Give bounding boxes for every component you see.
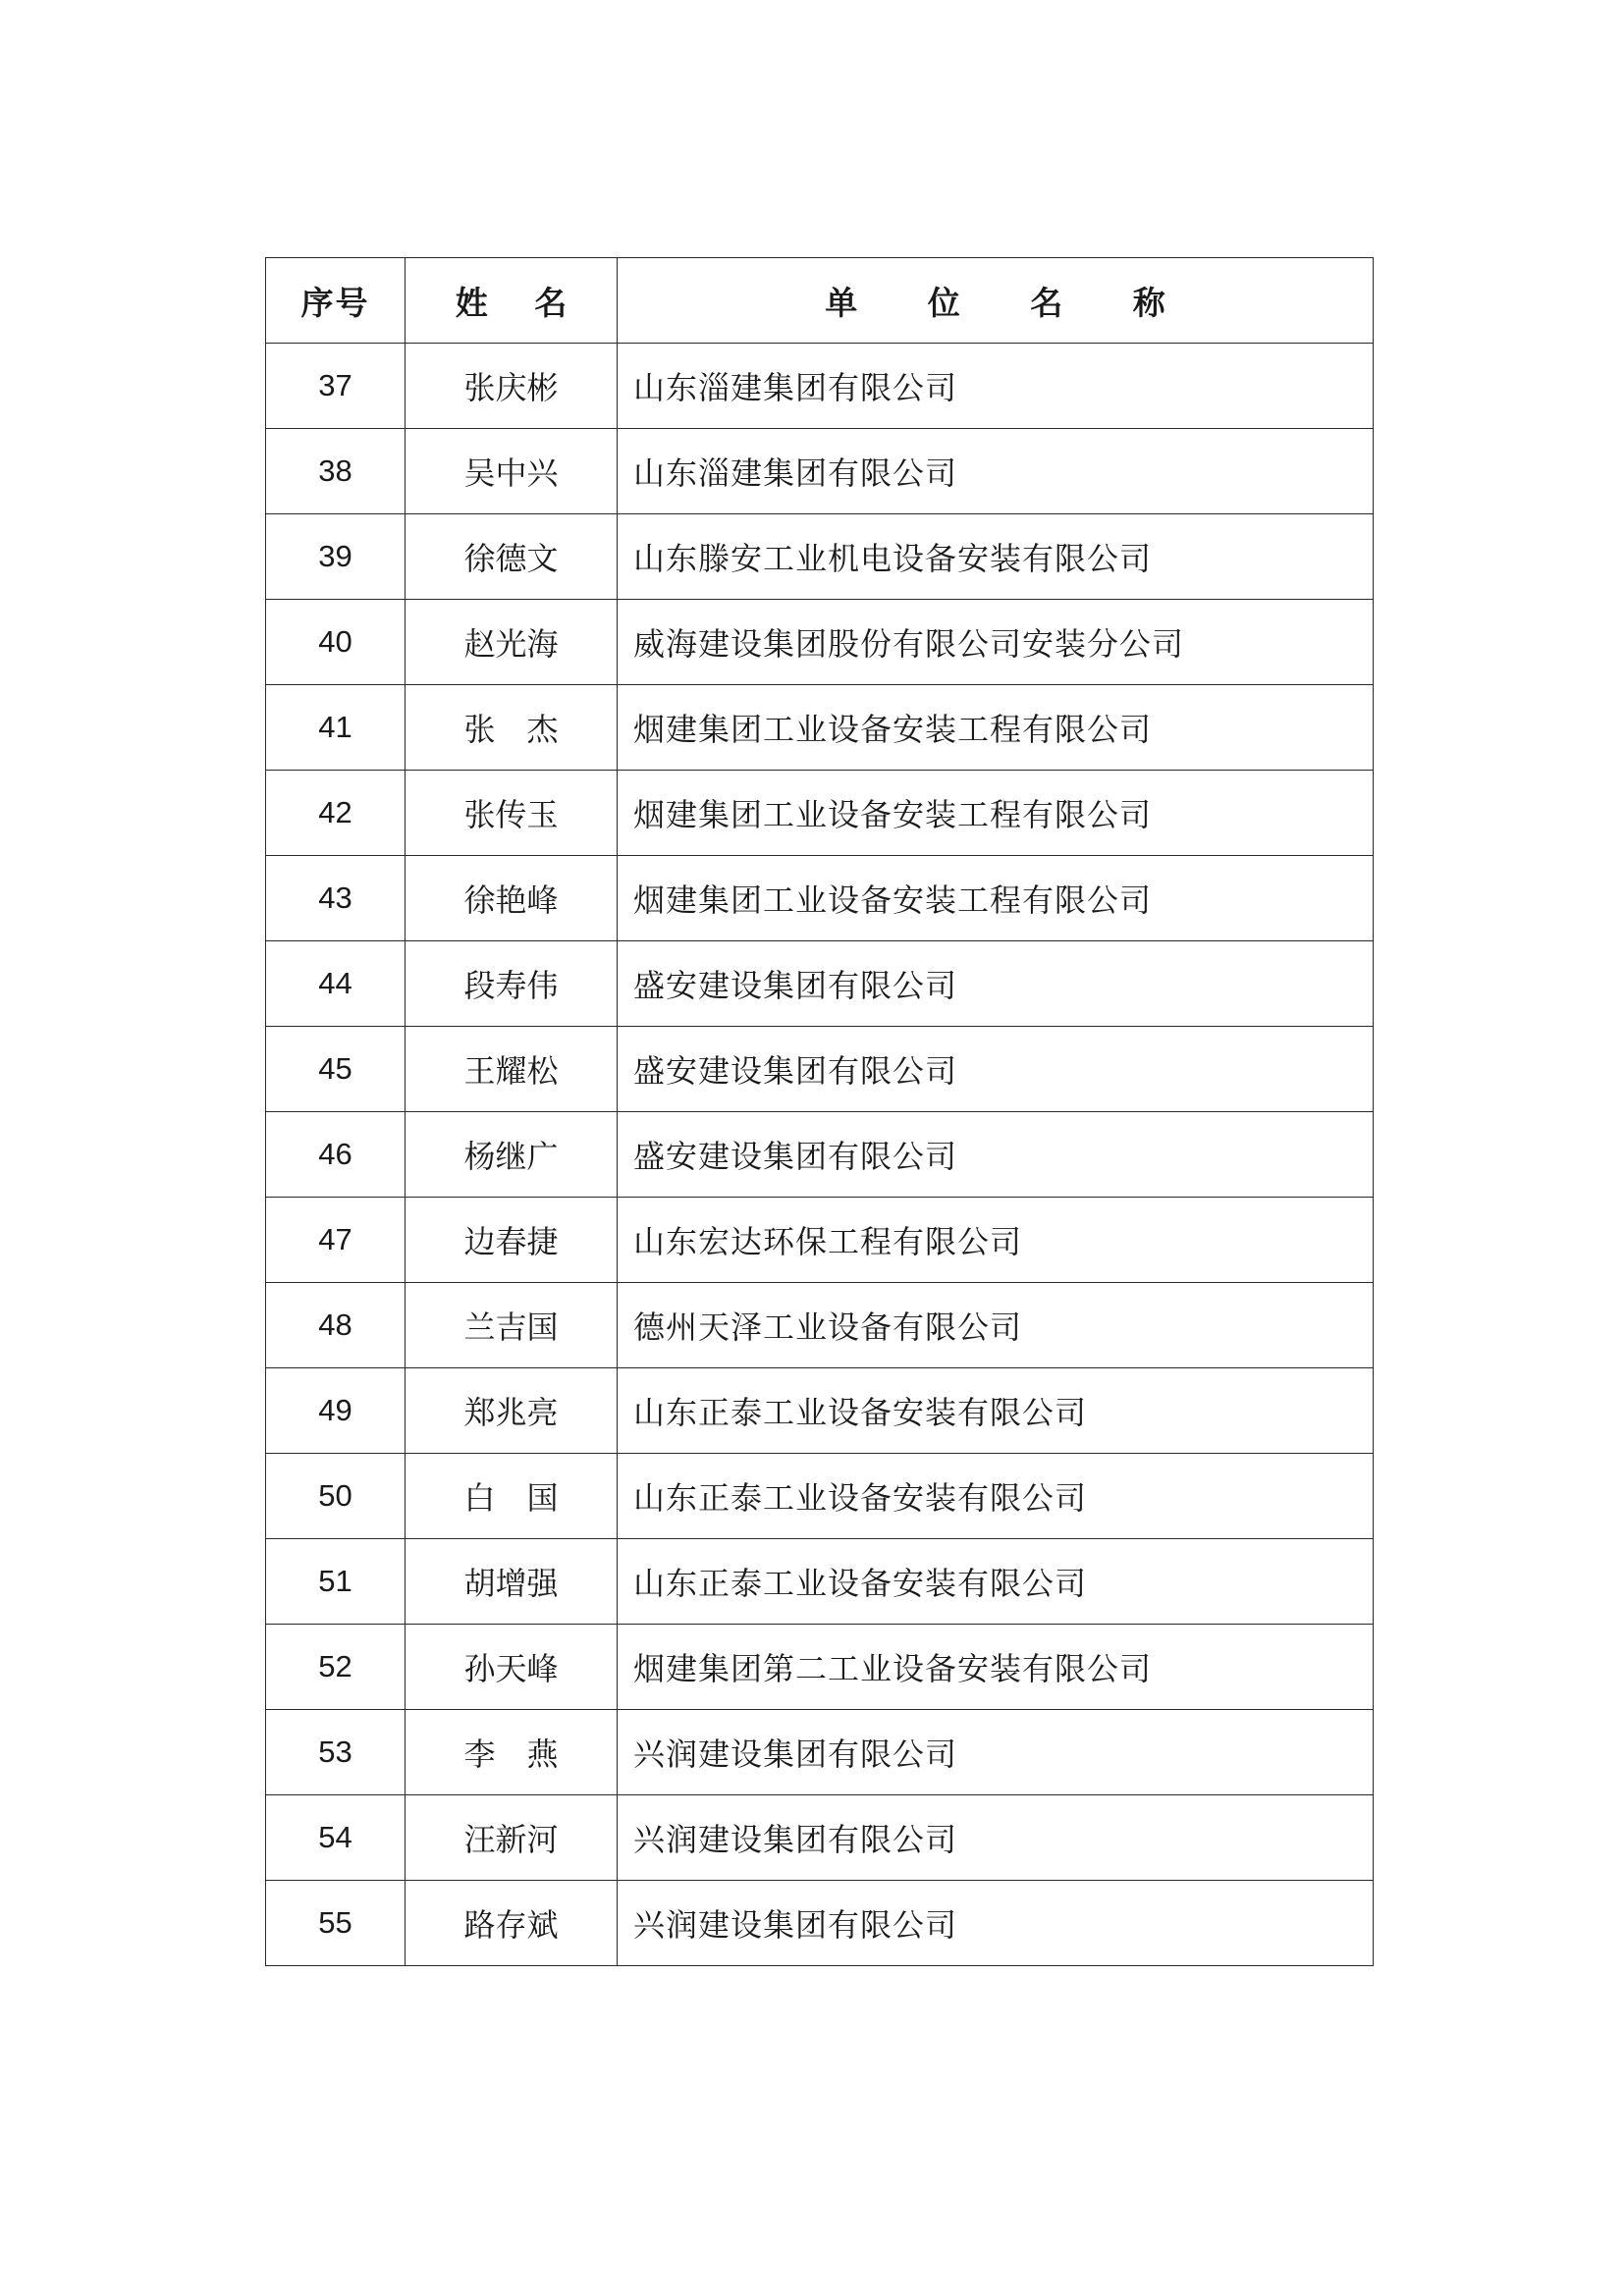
table-header-row: [266, 258, 1374, 344]
row-person-name: 孙天峰: [406, 1625, 618, 1710]
row-organization: 兴润建设集团有限公司: [618, 1881, 1374, 1966]
table-row: [266, 1198, 1374, 1283]
row-serial-number: 54: [266, 1795, 406, 1881]
row-organization: 威海建设集团股份有限公司安装分公司: [618, 600, 1374, 685]
row-serial-number: 40: [266, 600, 406, 685]
row-organization: 兴润建设集团有限公司: [618, 1795, 1374, 1881]
row-serial-number: 55: [266, 1881, 406, 1966]
header-serial-number: 序号: [266, 258, 406, 344]
table-row: [266, 1539, 1374, 1625]
row-organization: 山东淄建集团有限公司: [618, 344, 1374, 429]
row-organization: 烟建集团工业设备安装工程有限公司: [618, 685, 1374, 771]
row-person-name: 李 燕: [406, 1710, 618, 1795]
row-serial-number: 38: [266, 429, 406, 514]
row-person-name: 徐德文: [406, 514, 618, 600]
table-row: [266, 1112, 1374, 1198]
row-serial-number: 52: [266, 1625, 406, 1710]
row-organization: 烟建集团工业设备安装工程有限公司: [618, 771, 1374, 856]
header-organization: 单 位 名 称: [618, 258, 1374, 344]
row-organization: 盛安建设集团有限公司: [618, 1112, 1374, 1198]
row-organization: 山东滕安工业机电设备安装有限公司: [618, 514, 1374, 600]
row-person-name: 张庆彬: [406, 344, 618, 429]
table-row: [266, 856, 1374, 941]
table-row: [266, 1027, 1374, 1112]
table-row: [266, 1710, 1374, 1795]
row-serial-number: 37: [266, 344, 406, 429]
row-person-name: 兰吉国: [406, 1283, 618, 1368]
row-serial-number: 45: [266, 1027, 406, 1112]
row-serial-number: 47: [266, 1198, 406, 1283]
row-organization: 山东宏达环保工程有限公司: [618, 1198, 1374, 1283]
table-row: [266, 1881, 1374, 1966]
roster-table: [265, 257, 1374, 1966]
row-organization: 烟建集团工业设备安装工程有限公司: [618, 856, 1374, 941]
row-serial-number: 50: [266, 1454, 406, 1539]
row-person-name: 吴中兴: [406, 429, 618, 514]
row-serial-number: 46: [266, 1112, 406, 1198]
header-name: 姓 名: [406, 258, 618, 344]
row-person-name: 杨继广: [406, 1112, 618, 1198]
row-person-name: 边春捷: [406, 1198, 618, 1283]
table-row: [266, 1454, 1374, 1539]
row-organization: 烟建集团第二工业设备安装有限公司: [618, 1625, 1374, 1710]
table-row: [266, 771, 1374, 856]
row-person-name: 徐艳峰: [406, 856, 618, 941]
row-serial-number: 41: [266, 685, 406, 771]
table-row: [266, 685, 1374, 771]
row-person-name: 胡增强: [406, 1539, 618, 1625]
row-serial-number: 51: [266, 1539, 406, 1625]
row-person-name: 赵光海: [406, 600, 618, 685]
row-person-name: 郑兆亮: [406, 1368, 618, 1454]
row-serial-number: 48: [266, 1283, 406, 1368]
row-organization: 兴润建设集团有限公司: [618, 1710, 1374, 1795]
table-row: [266, 1795, 1374, 1881]
row-person-name: 白 国: [406, 1454, 618, 1539]
table-row: [266, 1625, 1374, 1710]
row-organization: 山东淄建集团有限公司: [618, 429, 1374, 514]
table-row: [266, 941, 1374, 1027]
row-organization: 德州天泽工业设备有限公司: [618, 1283, 1374, 1368]
row-person-name: 王耀松: [406, 1027, 618, 1112]
row-person-name: 段寿伟: [406, 941, 618, 1027]
table-row: [266, 600, 1374, 685]
row-person-name: 路存斌: [406, 1881, 618, 1966]
row-serial-number: 39: [266, 514, 406, 600]
table-row: [266, 514, 1374, 600]
row-person-name: 张 杰: [406, 685, 618, 771]
row-organization: 山东正泰工业设备安装有限公司: [618, 1454, 1374, 1539]
table-row: [266, 344, 1374, 429]
row-organization: 山东正泰工业设备安装有限公司: [618, 1368, 1374, 1454]
row-serial-number: 42: [266, 771, 406, 856]
row-person-name: 汪新河: [406, 1795, 618, 1881]
row-serial-number: 49: [266, 1368, 406, 1454]
row-organization: 山东正泰工业设备安装有限公司: [618, 1539, 1374, 1625]
table-row: [266, 1283, 1374, 1368]
row-person-name: 张传玉: [406, 771, 618, 856]
row-serial-number: 53: [266, 1710, 406, 1795]
table-row: [266, 1368, 1374, 1454]
row-serial-number: 44: [266, 941, 406, 1027]
row-serial-number: 43: [266, 856, 406, 941]
row-organization: 盛安建设集团有限公司: [618, 941, 1374, 1027]
table-row: [266, 429, 1374, 514]
row-organization: 盛安建设集团有限公司: [618, 1027, 1374, 1112]
